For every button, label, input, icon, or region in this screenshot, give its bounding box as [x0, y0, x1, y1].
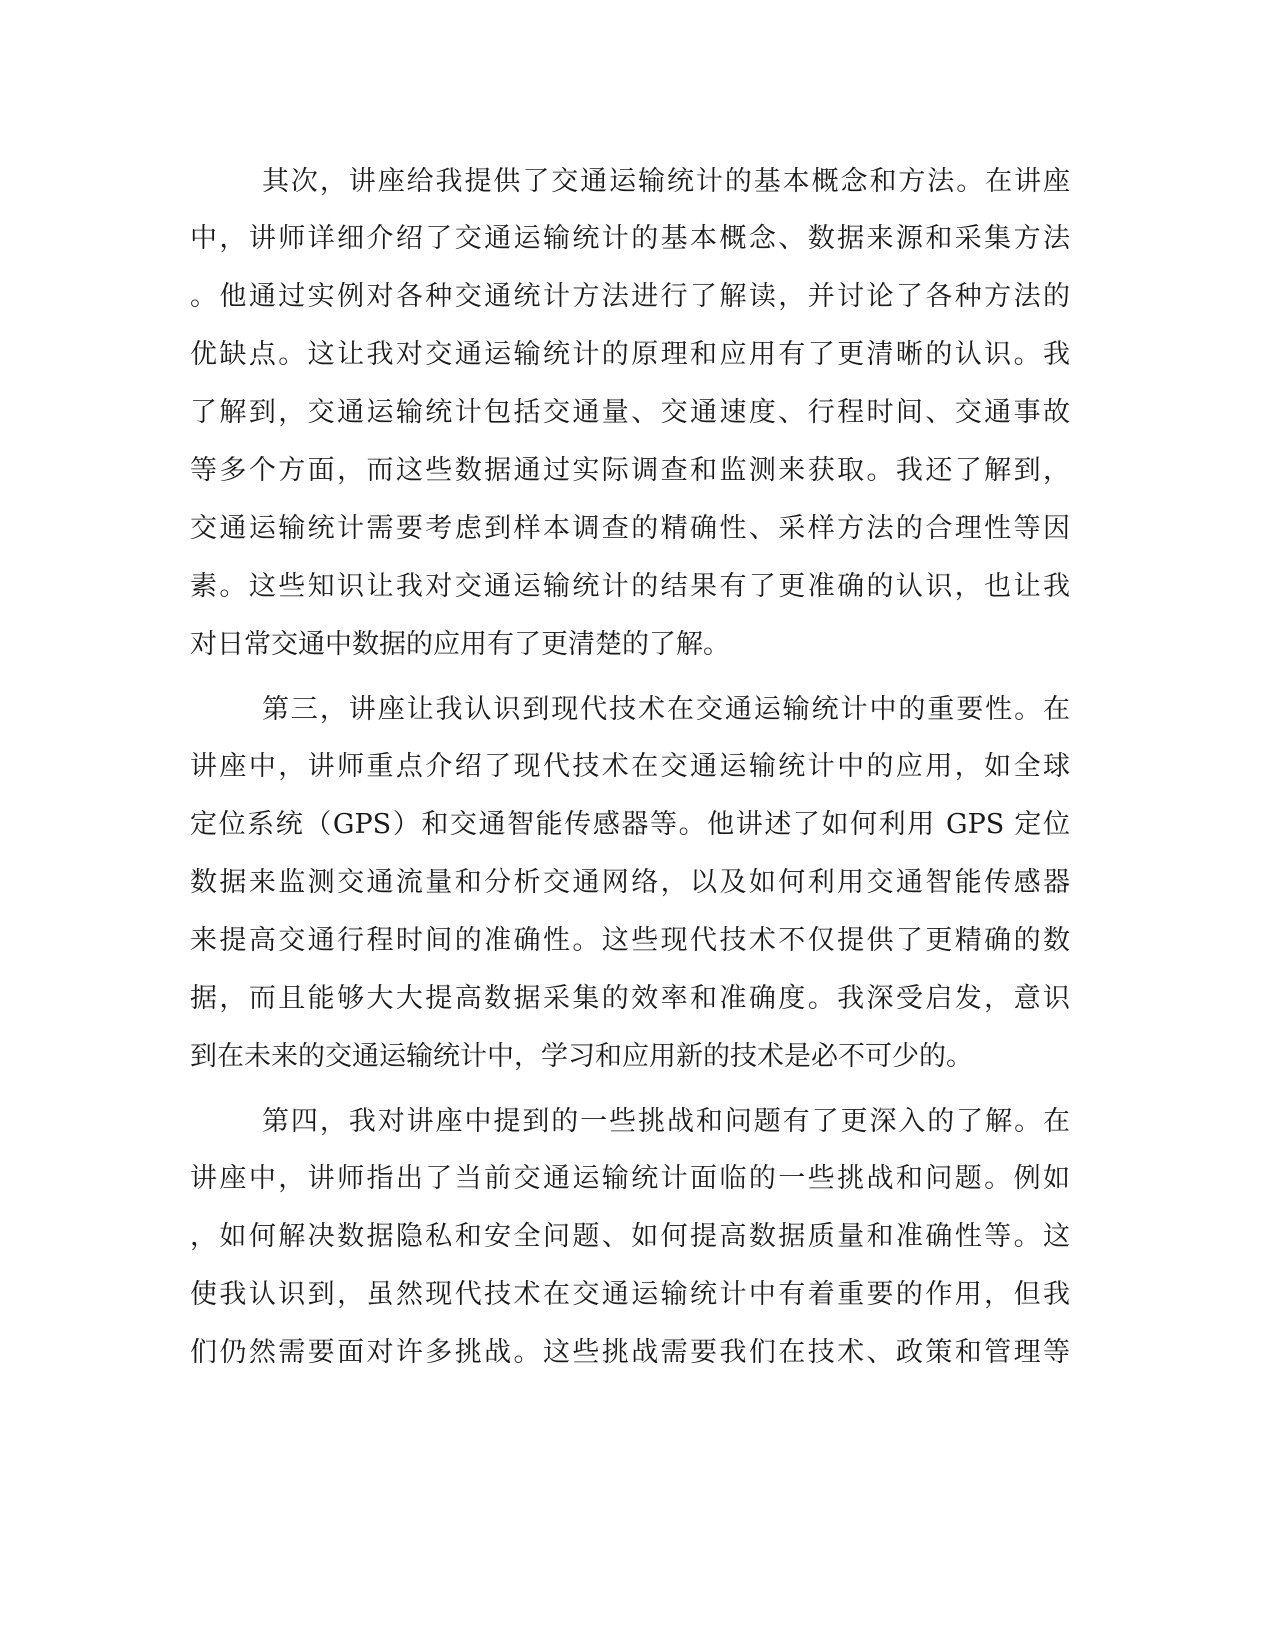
- paragraph-line: 数据来监测交通流量和分析交通网络，以及如何利用交通智能传感器: [190, 867, 1070, 898]
- paragraph-line: 等多个方面，而这些数据通过实际调查和监测来获取。我还了解到，: [190, 455, 1070, 486]
- paragraph-line: 据，而且能够大大提高数据采集的效率和准确度。我深受启发，意识: [190, 983, 1070, 1014]
- paragraph-line: 素。这些知识让我对交通运输统计的结果有了更准确的认识，也让我: [190, 571, 1070, 602]
- paragraph-line: 使我认识到，虽然现代技术在交通运输统计中有着重要的作用，但我: [190, 1279, 1070, 1310]
- paragraph-line: 优缺点。这让我对交通运输统计的原理和应用有了更清晰的认识。我: [190, 339, 1070, 370]
- paragraph-line: 第三，讲座让我认识到现代技术在交通运输统计中的重要性。在: [262, 694, 1070, 725]
- paragraph-line: 定位系统（GPS）和交通智能传感器等。他讲述了如何利用 GPS 定位: [190, 809, 1070, 840]
- paragraph-line: 交通运输统计需要考虑到样本调查的精确性、采样方法的合理性等因: [190, 513, 1070, 544]
- paragraph-line: 讲座中，讲师指出了当前交通运输统计面临的一些挑战和问题。例如: [190, 1163, 1070, 1194]
- paragraph-line: 讲座中，讲师重点介绍了现代技术在交通运输统计中的应用，如全球: [190, 751, 1070, 782]
- paragraph-line: 了解到，交通运输统计包括交通量、交通速度、行程时间、交通事故: [190, 397, 1070, 428]
- paragraph-line: 到在未来的交通运输统计中，学习和应用新的技术是必不可少的。: [190, 1041, 973, 1072]
- paragraph-line: 第四，我对讲座中提到的一些挑战和问题有了更深入的了解。在: [262, 1106, 1070, 1137]
- paragraph-line: 中，讲师详细介绍了交通运输统计的基本概念、数据来源和采集方法: [190, 223, 1070, 254]
- paragraph-line: ，如何解决数据隐私和安全问题、如何提高数据质量和准确性等。这: [190, 1221, 1070, 1252]
- paragraph-line: 对日常交通中数据的应用有了更清楚的了解。: [190, 629, 730, 660]
- paragraph-line: 其次，讲座给我提供了交通运输统计的基本概念和方法。在讲座: [262, 166, 1070, 197]
- paragraph-line: 们仍然需要面对许多挑战。这些挑战需要我们在技术、政策和管理等: [190, 1337, 1070, 1368]
- paragraph-line: 。他通过实例对各种交通统计方法进行了解读，并讨论了各种方法的: [190, 281, 1070, 312]
- paragraph-line: 来提高交通行程时间的准确性。这些现代技术不仅提供了更精确的数: [190, 925, 1070, 956]
